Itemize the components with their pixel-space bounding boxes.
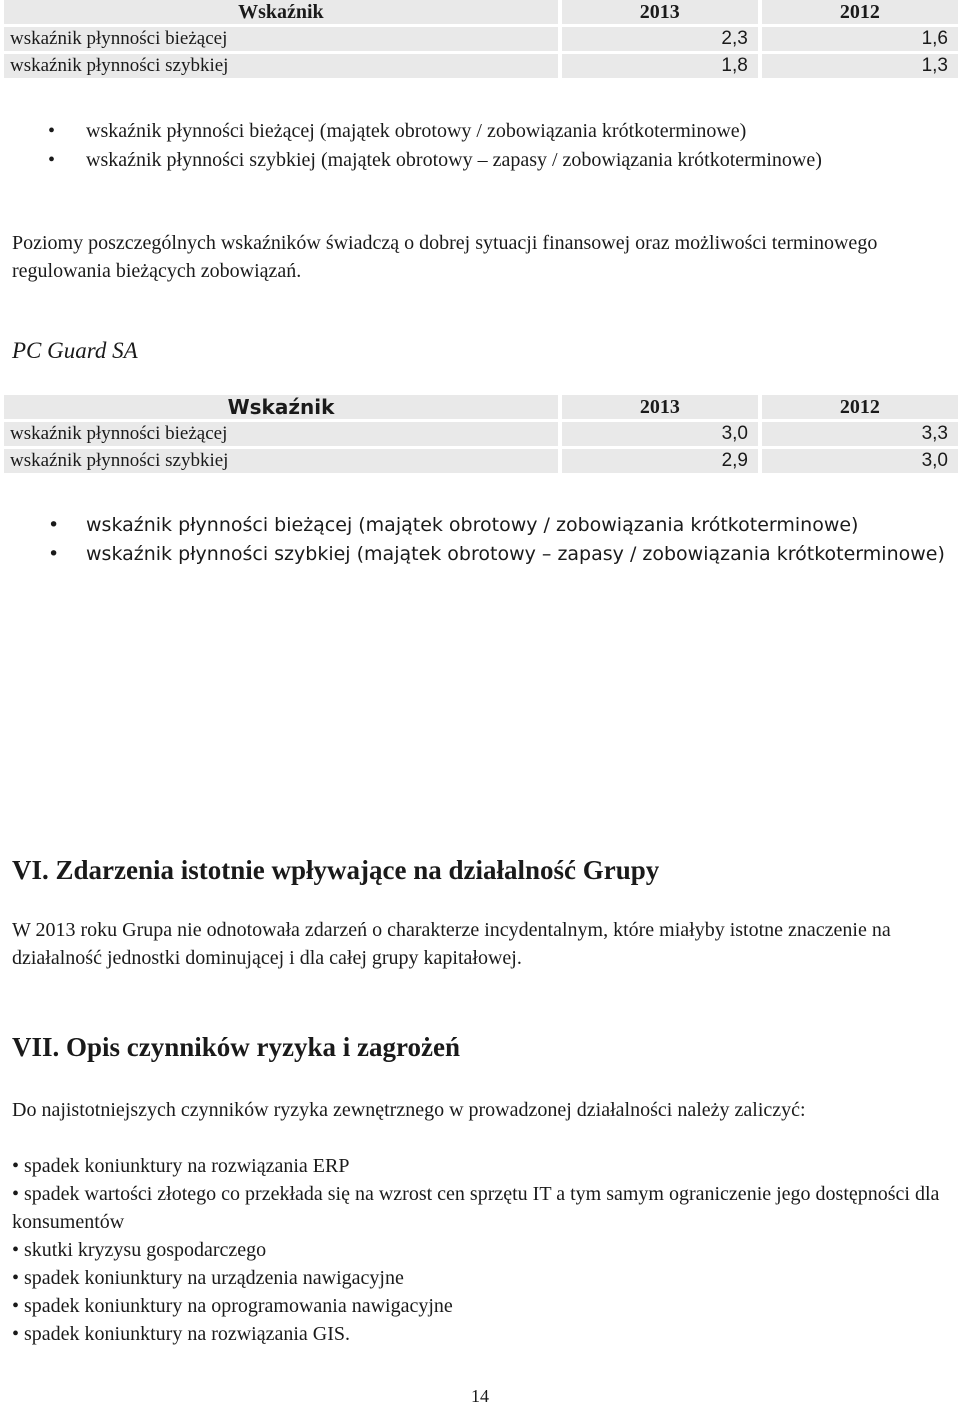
table-row (4, 54, 958, 78)
page-number: 14 (471, 1386, 489, 1406)
section-events-text: W 2013 roku Grupa nie odnotowała zdarzeń o charakterze incydentalnym, które miałyby istotne znaczenie na działalność jednostki dominującej i dla całej grupy kapitałowej. (12, 919, 891, 969)
row-label: wskaźnik płynności bieżącej (4, 27, 558, 51)
list-item: • spadek koniunktury na oprogramowania nawigacyjne (12, 1295, 453, 1317)
row-label: wskaźnik płynności szybkiej (4, 449, 558, 473)
table-row (4, 27, 958, 51)
row-value-2012: 3,0 (762, 449, 958, 473)
row-label: wskaźnik płynności szybkiej (4, 54, 558, 78)
list-item: • wskaźnik płynności szybkiej (majątek obrotowy – zapasy / zobowiązania krótkoterminowe) (48, 540, 956, 569)
formula-bullet-list (48, 117, 956, 175)
bullet-dot-icon: • (48, 514, 60, 536)
row-value-2012: 1,6 (762, 27, 958, 51)
row-label: wskaźnik płynności bieżącej (4, 422, 558, 446)
list-item: • wskaźnik płynności bieżącej (majątek obrotowy / zobowiązania krótkoterminowe) (48, 511, 956, 540)
header-indicator: Wskaźnik (4, 395, 558, 419)
header-indicator: Wskaźnik (4, 0, 558, 24)
list-item: • spadek koniunktury na rozwiązania ERP (12, 1155, 350, 1177)
formula-bullet-list (48, 511, 956, 569)
section-heading-risks: VII. Opis czynników ryzyka i zagrożeń (12, 1032, 461, 1062)
table-row (4, 449, 958, 473)
risk-factor-list (12, 1152, 956, 1348)
list-item: • wskaźnik płynności szybkiej (majątek obrotowy – zapasy / zobowiązania krótkoterminowe) (48, 146, 956, 175)
header-year-2012: 2012 (762, 0, 958, 24)
list-item: • wskaźnik płynności bieżącej (majątek obrotowy / zobowiązania krótkoterminowe) (48, 117, 956, 146)
list-item: • skutki kryzysu gospodarczego (12, 1239, 267, 1261)
table-row (4, 422, 958, 446)
row-value-2013: 1,8 (562, 54, 758, 78)
row-value-2013: 2,9 (562, 449, 758, 473)
table-header-row (4, 395, 958, 419)
liquidity-table-group (4, 0, 958, 81)
row-value-2013: 3,0 (562, 422, 758, 446)
bullet-dot-icon: • (48, 149, 56, 171)
pcguard-liquidity-table (4, 392, 958, 476)
list-item: • spadek koniunktury na rozwiązania GIS. (12, 1323, 351, 1345)
bullet-dot-icon: • (48, 543, 60, 565)
row-value-2012: 3,3 (762, 422, 958, 446)
list-item: • spadek koniunktury na urządzenia nawigacyjne (12, 1267, 404, 1289)
bullet-dot-icon: • (48, 120, 56, 142)
list-item: • spadek wartości złotego co przekłada się na wzrost cen sprzętu IT a tym samym ograniczenie jego dostępności dla konsumentów (12, 1183, 940, 1233)
header-year-2013: 2013 (562, 0, 758, 24)
liquidity-summary-paragraph: Poziomy poszczególnych wskaźników świadczą o dobrej sytuacji finansowej oraz możliwości terminowego regulowania bieżących zobowiązań. (12, 232, 878, 282)
section-heading-events: VI. Zdarzenia istotnie wpływające na działalność Grupy (12, 855, 660, 885)
header-year-2012: 2012 (762, 395, 958, 419)
company-title: PC Guard SA (12, 338, 138, 363)
header-year-2013: 2013 (562, 395, 758, 419)
row-value-2013: 2,3 (562, 27, 758, 51)
section-risks-intro: Do najistotniejszych czynników ryzyka zewnętrznego w prowadzonej działalności należy zaliczyć: (12, 1099, 806, 1121)
table-header-row (4, 0, 958, 24)
row-value-2012: 1,3 (762, 54, 958, 78)
